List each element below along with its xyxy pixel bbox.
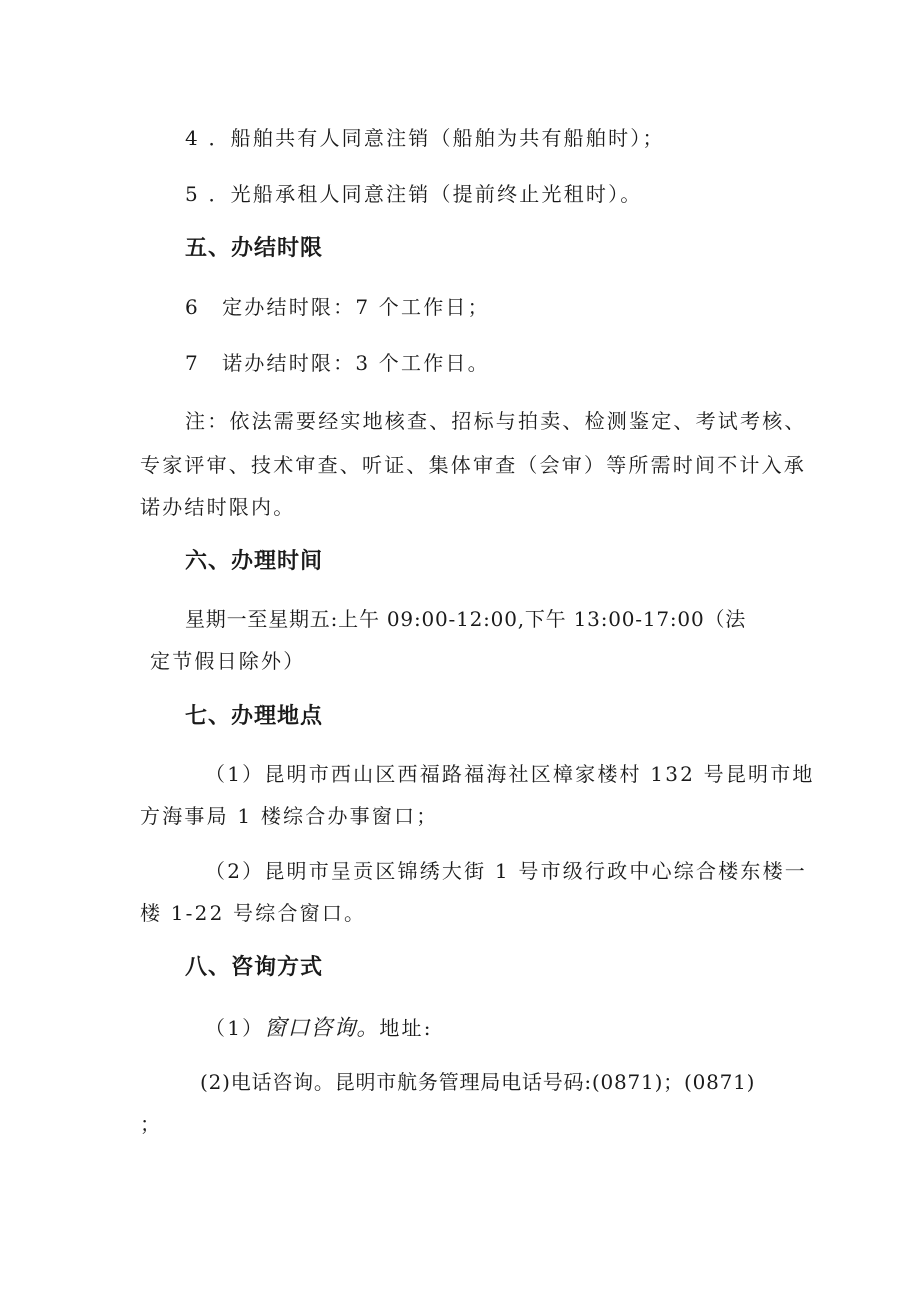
location-2-line-2: 楼 1-22 号综合窗口。 [140, 901, 367, 925]
phone-consultation-line-1: (2)电话咨询。昆明市航务管理局电话号码:(0871)；(0871) [200, 1070, 756, 1094]
note-line-1: 注：依法需要经实地核查、招标与拍卖、检测鉴定、考试考核、 [185, 409, 807, 433]
list-item-5: 5 ．光船承租人同意注销（提前终止光租时）。 [185, 182, 643, 206]
window-consultation [205, 1014, 433, 1043]
location-1-line-2: 方海事局 1 楼综合办事窗口； [140, 804, 439, 828]
phone-consultation-line-2: ； [140, 1112, 163, 1136]
list-item-4: 4 ．船舶共有人同意注销（船舶为共有船舶时）； [185, 126, 665, 150]
section-heading-office-hours: 六、办理时间 [185, 549, 324, 574]
office-hours-line-2: 定节假日除外） [150, 649, 306, 673]
window-consultation-address: 地址: [379, 1016, 433, 1040]
section-heading-location: 七、办理地点 [185, 704, 324, 729]
location-2-line-1: （2）昆明市呈贡区锦绣大街 1 号市级行政中心综合楼东楼一 [205, 859, 807, 883]
section-heading-consultation: 八、咨询方式 [185, 955, 324, 980]
note-line-2: 专家评审、技术审查、听证、集体审查（会审）等所需时间不计入承 [140, 453, 806, 477]
section-heading-time-limit: 五、办结时限 [185, 236, 324, 261]
location-1-line-1: （1）昆明市西山区西福路福海社区樟家楼村 132 号昆明市地 [205, 762, 815, 786]
window-consultation-prefix: （1） [205, 1016, 265, 1040]
office-hours-line-1: 星期一至星期五:上午 09:00-12:00,下午 13:00-17:00（法 [185, 607, 747, 631]
window-consultation-label: 窗口咨询。 [264, 1016, 380, 1041]
note-line-3: 诺办结时限内。 [140, 495, 296, 519]
promised-time-limit: 7 诺办结时限：3 个工作日。 [185, 351, 490, 375]
legal-time-limit: 6 定办结时限：7 个工作日； [185, 295, 490, 319]
